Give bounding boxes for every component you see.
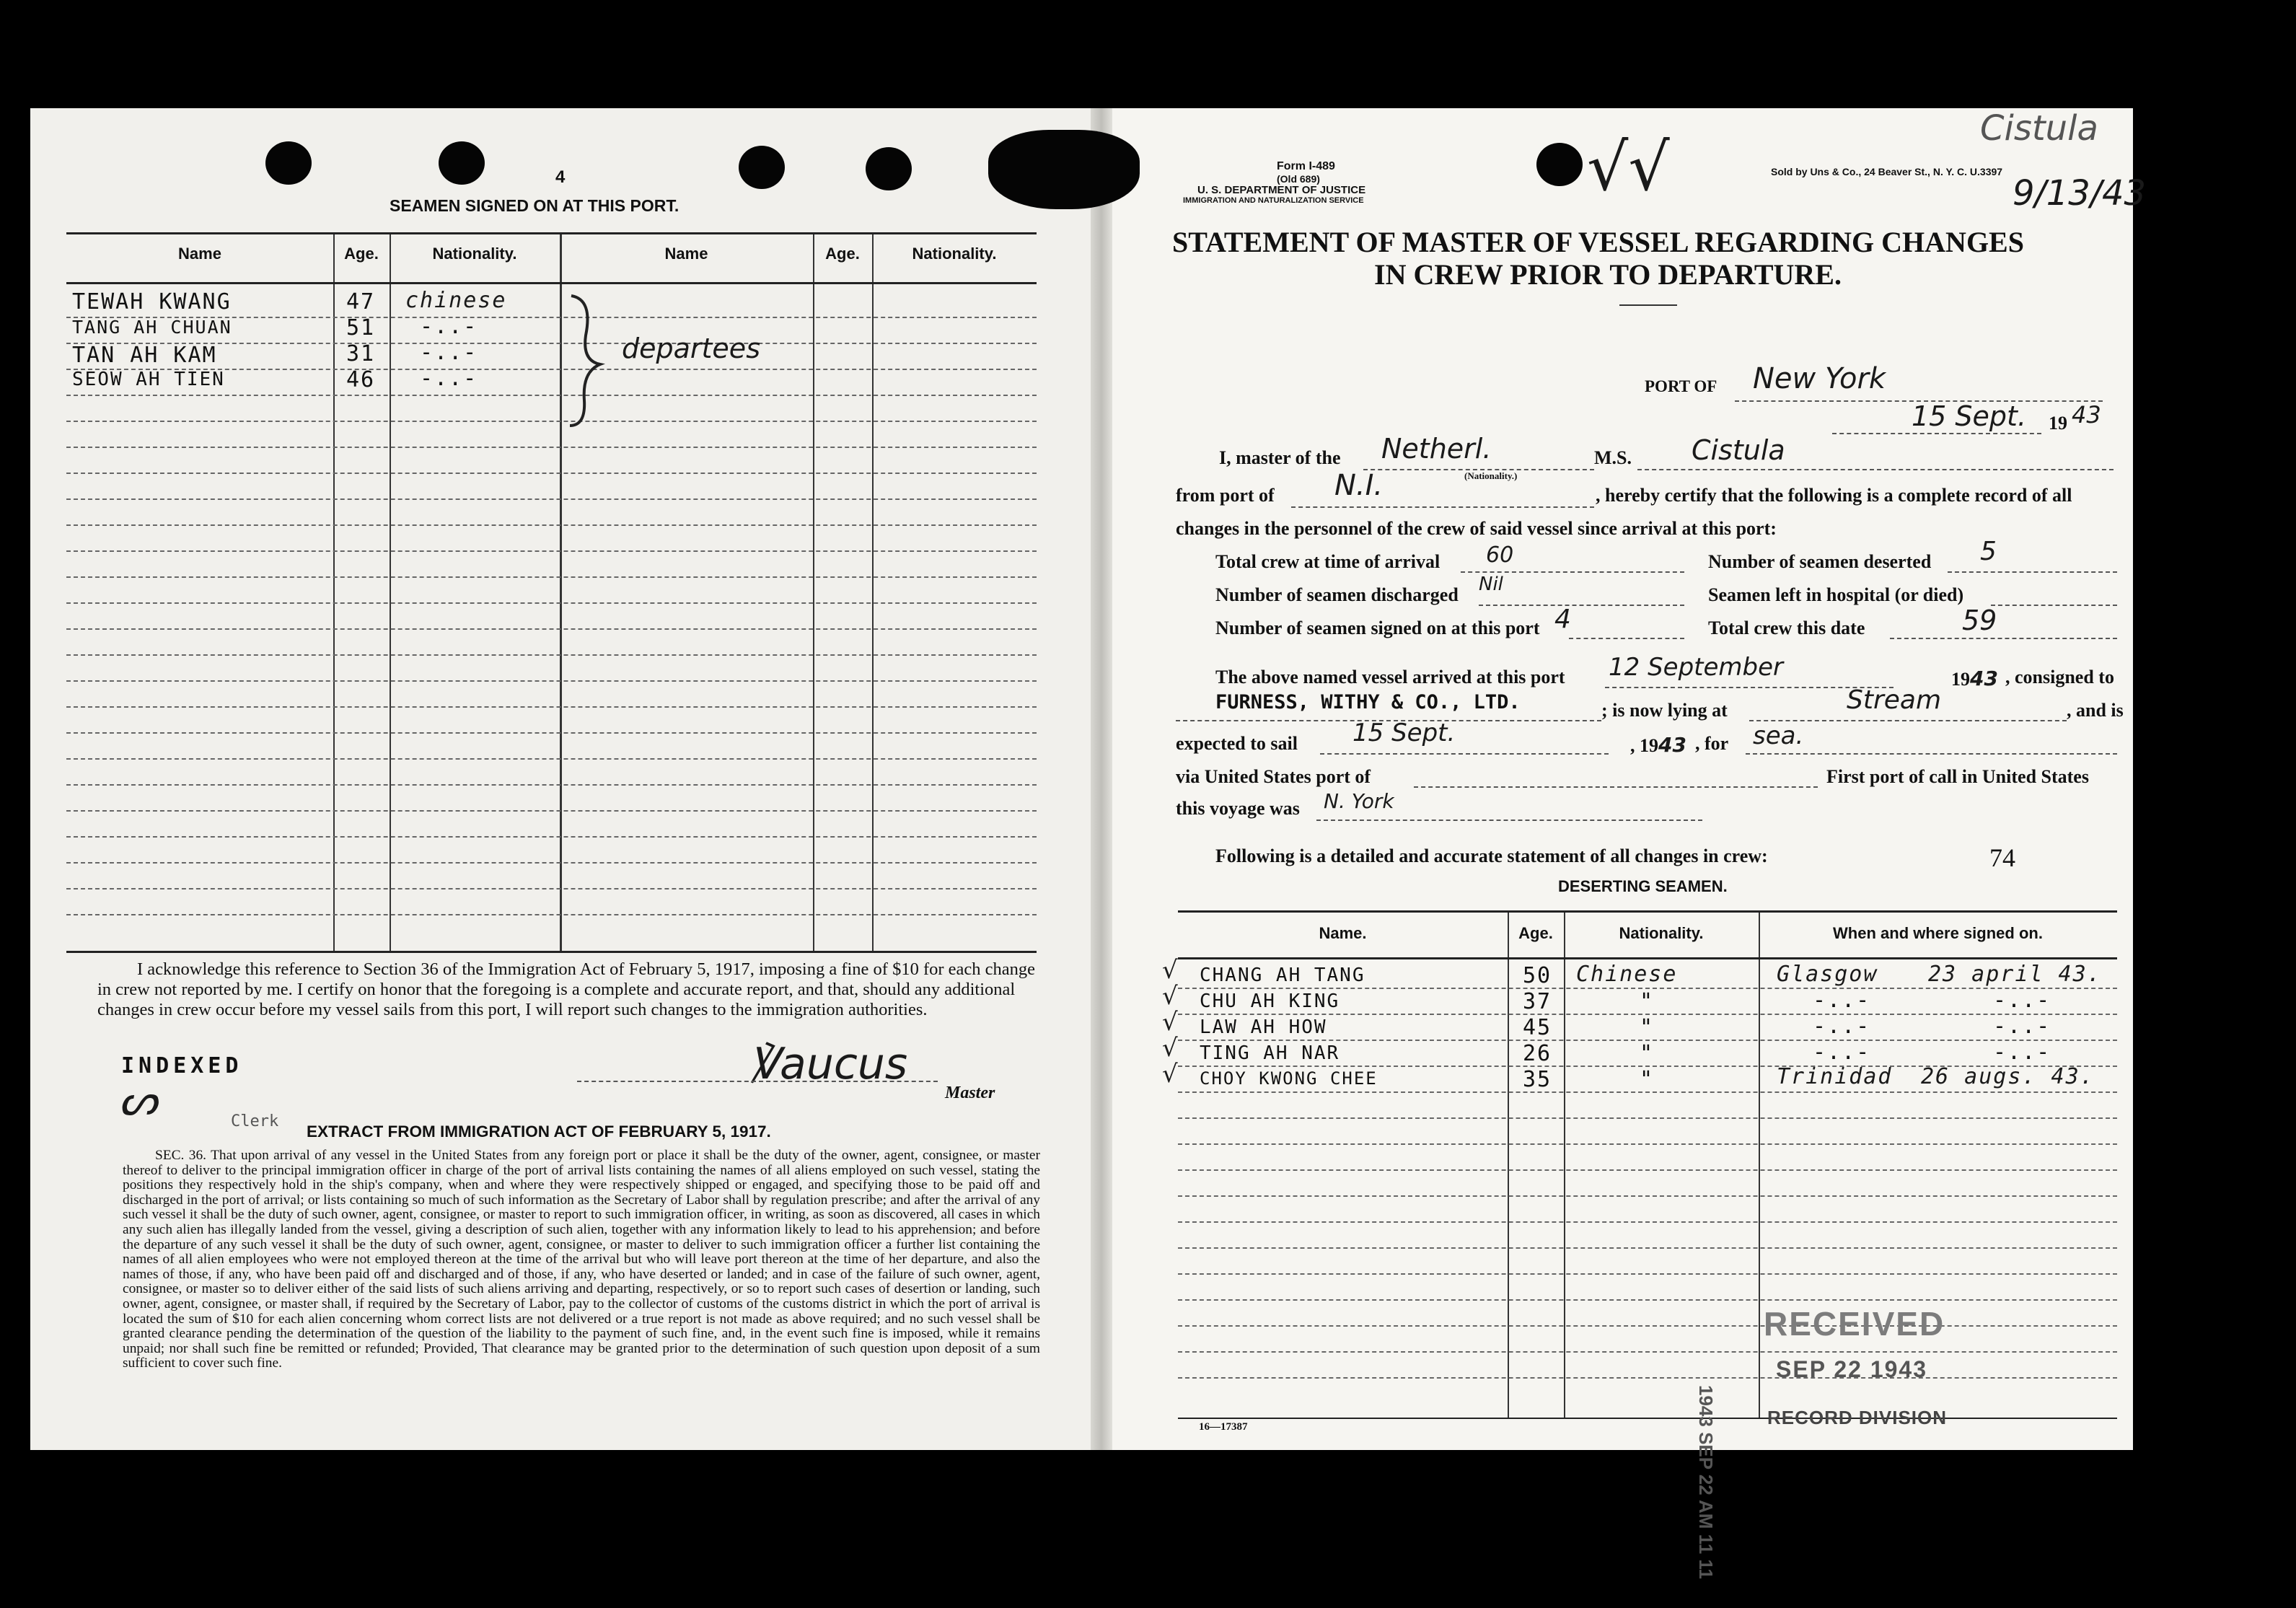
row-check-marks: √ √ √ √ √ (1162, 956, 1178, 1089)
expected-year: , 1943 (1630, 733, 1686, 757)
lying-label: ; is now lying at (1601, 700, 1728, 721)
total-date-value: 59 (1962, 605, 1997, 636)
col-header-nationality: Nationality. (432, 245, 517, 263)
arrived-label: The above named vessel arrived at this port (1215, 667, 1565, 687)
page-count: 74 (1989, 843, 2015, 872)
table-row-date: 23 april 43. (1928, 962, 2102, 987)
table-row-age: 26 (1523, 1041, 1552, 1066)
seller-info: Sold by Uns & Co., 24 Beaver St., N. Y. C. U.3397 (1771, 166, 2003, 177)
changes-text: changes in the personnel of the crew of said vessel since arrival at this port: (1176, 518, 1777, 539)
form-title-line1: STATEMENT OF MASTER OF VESSEL REGARDING CHANGES (1172, 226, 2024, 258)
total-arrival-label: Total crew at time of arrival (1215, 551, 1441, 572)
col-header-name: Name. (1319, 924, 1367, 942)
port-of-value: New York (1753, 362, 1886, 395)
table-row-age: 46 (346, 367, 376, 392)
table-row-nationality: -..- (420, 314, 478, 339)
corner-note-date: 9/13/43 (2013, 173, 2147, 214)
punch-hole (265, 141, 312, 185)
table-row-name: LAW AH HOW (1200, 1016, 1327, 1038)
table-row-place: -..- (1813, 1014, 1871, 1039)
discharged-value: Nil (1479, 574, 1503, 595)
form-code: 16—17387 (1199, 1421, 1248, 1433)
form-old-number: (Old 689) (1277, 173, 1320, 185)
punch-hole (439, 141, 485, 185)
table-row-nationality: -..- (420, 366, 478, 391)
department-name: U. S. DEPARTMENT OF JUSTICE (1197, 184, 1366, 196)
extract-text: SEC. 36. That upon arrival of any vessel in the United States from any foreign port or place it shall be the duty of the owner, agent, consignee, or master thereof to deliver to the principal immigration officer in charge of the port of arrival lists containing the names of all aliens employed on such vessel, stating the positions they respectively hold in the ship's company, when and where they were respectively shipped or engaged, and specifying those to be paid off and discharged in the port of arrival; or lists containing so much of such information as the Secretary of Labor shall by regulation prescribe; and after the arrival of any such vessel it shall be the duty of such owner, agent, consignee, or master to report to such immigration officer, in writing, as soon as discovered, all cases in which any such alien has illegally landed from the vessel, giving a description of such alien, together with any information likely to lead to his apprehension; and before the departure of any such vessel it shall be the duty of such owner, agent, consignee, or master to deliver to such immigration officer a further list containing the names of all alien employees who were not employed thereon at the time of the arrival but who will leave port thereon at the time of her departure, and also the names of those, if any, who have been paid off and discharged and of those, if any, who have deserted or landed; and in case of the failure of such owner, agent, consignee, or master so to deliver either of the said lists of such aliens arriving and departing, respectively, or so to report such cases of desertion or landing, such owner, agent, consignee, or master shall, if required by the Secretary of Labor, pay to the collector of customs of the customs district in which the port of arrival is located the sum of $10 for each alien concerning whom correct lists are not delivered or a true report is not made as above required; and no such vessel shall be granted clearance pending the determination of the question of the liability to the payment of such fine, and, in the event such fine is imposed, while it remains unpaid; nor shall such fine be remitted or refunded; Provided, That clearance may be granted prior to the determination of such question upon deposit of a sum sufficient to cover such fine. (123, 1148, 1040, 1371)
for-value: sea. (1753, 721, 1804, 750)
and-is-label: , and is (2067, 700, 2124, 721)
master-of-label: I, master of the (1219, 447, 1341, 468)
signed-on-value: 4 (1554, 605, 1571, 634)
table-row-age: 50 (1523, 963, 1552, 988)
table-row-name: TEWAH KWANG (72, 289, 232, 315)
voyage-label: this voyage was (1176, 798, 1300, 819)
signed-on-label: Number of seamen signed on at this port (1215, 618, 1540, 638)
certify-text: , hereby certify that the following is a complete record of all (1596, 485, 2072, 506)
bracket-note: departees (622, 333, 760, 364)
table-row-name: SEOW AH TIEN (72, 369, 225, 390)
via-label: via United States port of (1176, 766, 1371, 787)
total-arrival-value: 60 (1486, 542, 1514, 568)
date-value: 15 Sept. (1912, 400, 2027, 432)
hospital-label: Seamen left in hospital (or died) (1708, 584, 1964, 605)
received-stamp: RECEIVED (1764, 1305, 1945, 1343)
form-title-line2: IN CREW PRIOR TO DEPARTURE. (1374, 258, 1842, 291)
consigned-label: , consigned to (2005, 667, 2114, 687)
year-value: 43 (2072, 401, 2101, 429)
following-label: Following is a detailed and accurate statement of all changes in crew: (1215, 845, 1768, 866)
signed-on-table (66, 232, 1037, 953)
port-of-label: PORT OF (1645, 377, 1717, 395)
indexed-label: INDEXED (121, 1053, 243, 1078)
table-row-name: TANG AH CHUAN (72, 317, 232, 338)
col-header-signed-on: When and where signed on. (1833, 924, 2043, 942)
arrived-value: 12 September (1609, 653, 1784, 682)
punch-hole (1536, 143, 1583, 186)
expected-label: expected to sail (1176, 733, 1298, 754)
table-row-nationality: " (1640, 1041, 1655, 1066)
table-row-nationality: " (1640, 1067, 1655, 1092)
extract-title: EXTRACT FROM IMMIGRATION ACT OF FEBRUARY 5, 1917. (307, 1122, 771, 1141)
punch-hole (988, 130, 1140, 209)
punch-hole (739, 146, 785, 189)
table-row-nationality: " (1640, 989, 1655, 1014)
col-header-nationality-2: Nationality. (912, 245, 997, 263)
bracket-mark (564, 292, 607, 429)
table-row-age: 37 (1523, 989, 1552, 1014)
for-label: , for (1695, 733, 1729, 754)
page-fold (1091, 108, 1112, 1450)
arrival-year: 1943 (1951, 667, 1998, 690)
nationality-label: (Nationality.) (1464, 470, 1518, 481)
year-prefix: 19 (2049, 413, 2067, 434)
table-row-date: -..- (1993, 1014, 2051, 1039)
table-row-age: 31 (346, 341, 376, 366)
col-header-age-2: Age. (825, 245, 860, 263)
table-row-place: -..- (1813, 988, 1871, 1013)
table-row-date: -..- (1993, 1040, 2051, 1065)
vertical-stamp: 1943 SEP 22 AM 11 11 (1695, 1385, 1717, 1579)
total-date-label: Total crew this date (1708, 618, 1865, 638)
table-row-name: CHANG AH TANG (1200, 965, 1365, 986)
arrival-year-value: 43 (1970, 667, 1998, 690)
check-marks: √√ (1587, 130, 1670, 206)
deserting-table (1162, 910, 2117, 1419)
table-row-age: 35 (1523, 1067, 1552, 1092)
master-label: Master (945, 1084, 995, 1102)
table-row-date: 26 augs. 43. (1921, 1064, 2095, 1089)
table-row-nationality: -..- (420, 340, 478, 365)
table-row-nationality: Chinese (1576, 962, 1678, 987)
left-page-number: 4 (555, 167, 566, 187)
nationality-value: Netherl. (1381, 433, 1492, 465)
table-row-name: TING AH NAR (1200, 1042, 1340, 1064)
punch-hole (866, 147, 912, 190)
col-header-name-2: Name (664, 245, 708, 263)
clerk-initial: ᔕ (121, 1075, 160, 1125)
lying-value: Stream (1847, 685, 1942, 715)
table-row-age: 51 (346, 315, 376, 341)
received-stamp-date: SEP 22 1943 (1776, 1356, 1928, 1382)
first-port-label: First port of call in United States (1826, 766, 2089, 787)
deserted-label: Number of seamen deserted (1708, 551, 1932, 572)
expected-year-value: 43 (1658, 733, 1686, 757)
table-row-name: TAN AH KAM (72, 343, 217, 368)
table-row-name: CHOY KWONG CHEE (1200, 1068, 1378, 1089)
vessel-value: Cistula (1692, 434, 1785, 466)
corner-note-vessel: Cistula (1980, 108, 2098, 149)
table-row-nationality: " (1640, 1015, 1655, 1040)
ms-label: M.S. (1594, 447, 1632, 468)
signed-on-title: SEAMEN SIGNED ON AT THIS PORT. (390, 196, 679, 215)
record-division-stamp: RECORD DIVISION (1767, 1407, 1948, 1428)
col-header-nationality: Nationality. (1619, 924, 1704, 942)
form-number: Form I-489 (1277, 160, 1335, 172)
deserting-title: DESERTING SEAMEN. (1558, 877, 1728, 895)
acknowledgement-text: I acknowledge this reference to Section 36 of the Immigration Act of February 5, 1917, imposing a fine of $10 for each change in crew not reported by me. I certify on honor that the foregoing is a complete and accurate report, and that, should any additional changes in crew occur before my vessel sails from this port, I will report such changes to the immigration authorities. (97, 959, 1036, 1019)
col-header-name: Name (178, 245, 221, 263)
table-row-place: Glasgow (1777, 962, 1878, 987)
service-name: IMMIGRATION AND NATURALIZATION SERVICE (1183, 196, 1364, 205)
expected-value: 15 Sept. (1352, 719, 1456, 747)
table-row-place: -..- (1813, 1040, 1871, 1065)
table-row-age: 47 (346, 289, 376, 315)
table-row-age: 45 (1523, 1015, 1552, 1040)
agent-value: FURNESS, WITHY & CO., LTD. (1215, 691, 1521, 713)
table-row-nationality: chinese (405, 288, 507, 313)
table-row-name: CHU AH KING (1200, 990, 1340, 1012)
table-row-place: Trinidad (1777, 1064, 1893, 1089)
deserted-value: 5 (1980, 537, 1997, 566)
col-header-age: Age. (1518, 924, 1553, 942)
master-signature: ℣aucus (750, 1039, 908, 1089)
clerk-label: Clerk (231, 1112, 279, 1130)
voyage-value: N. York (1324, 789, 1394, 813)
table-row-date: -..- (1993, 988, 2051, 1013)
discharged-label: Number of seamen discharged (1215, 584, 1459, 605)
col-header-age: Age. (344, 245, 379, 263)
from-port-value: N.I. (1334, 469, 1384, 502)
from-port-label: from port of (1176, 485, 1275, 506)
